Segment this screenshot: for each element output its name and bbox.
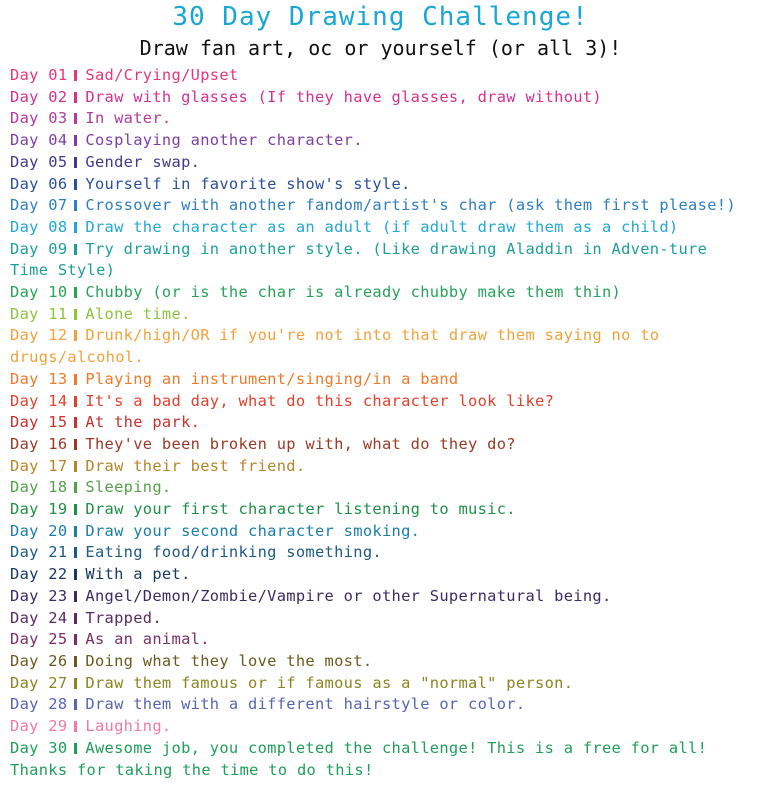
separator-bar-icon (74, 396, 77, 407)
separator-bar-icon (74, 526, 77, 537)
separator-bar-icon (74, 504, 77, 515)
separator-bar-icon (74, 92, 77, 103)
day-item (10, 608, 751, 630)
separator-bar-icon (74, 222, 77, 233)
day-prompt: As an animal. (85, 630, 210, 649)
day-item (10, 477, 751, 499)
day-item (10, 65, 751, 87)
day-prompt: Cosplaying another character. (85, 131, 363, 150)
day-label: Day 11 (10, 304, 68, 323)
day-prompt: Awesome job, you completed the challenge! This is a free for all! Thanks for taking the time to do this! (10, 738, 717, 779)
day-label: Day 26 (10, 651, 68, 670)
day-item (10, 456, 751, 478)
day-prompt: Trapped. (85, 608, 162, 627)
day-list (10, 65, 751, 781)
day-prompt: Angel/Demon/Zombie/Vampire or other Supernatural being. (85, 586, 612, 605)
day-prompt: Draw your first character listening to music. (85, 500, 516, 519)
day-prompt: Drunk/high/OR if you're not into that draw them saying no to drugs/alcohol. (10, 326, 669, 367)
day-item (10, 586, 751, 608)
day-label: Day 24 (10, 608, 68, 627)
separator-bar-icon (74, 330, 77, 341)
day-item (10, 412, 751, 434)
day-item (10, 738, 751, 781)
separator-bar-icon (74, 461, 77, 472)
day-item (10, 673, 751, 695)
day-item (10, 564, 751, 586)
day-label: Day 30 (10, 738, 68, 757)
separator-bar-icon (74, 135, 77, 146)
separator-bar-icon (74, 244, 77, 255)
day-item (10, 174, 751, 196)
day-label: Day 02 (10, 87, 68, 106)
day-label: Day 20 (10, 521, 68, 540)
day-item (10, 304, 751, 326)
day-prompt: Crossover with another fandom/artist's char (ask them first please!) (85, 196, 736, 215)
day-item (10, 716, 751, 738)
day-prompt: Draw your second character smoking. (85, 521, 421, 540)
separator-bar-icon (74, 634, 77, 645)
day-label: Day 17 (10, 456, 68, 475)
separator-bar-icon (74, 699, 77, 710)
separator-bar-icon (74, 179, 77, 190)
day-label: Day 09 (10, 239, 68, 258)
separator-bar-icon (74, 113, 77, 124)
day-label: Day 27 (10, 673, 68, 692)
day-item (10, 195, 751, 217)
day-label: Day 29 (10, 717, 68, 736)
separator-bar-icon (74, 287, 77, 298)
separator-bar-icon (74, 743, 77, 754)
day-prompt: In water. (85, 109, 172, 128)
day-item (10, 542, 751, 564)
day-label: Day 01 (10, 66, 68, 84)
page-title: 30 Day Drawing Challenge! (172, 2, 589, 32)
day-prompt: Alone time. (85, 304, 191, 323)
day-item (10, 694, 751, 716)
day-prompt: Yourself in favorite show's style. (85, 174, 411, 193)
separator-bar-icon (74, 482, 77, 493)
day-item (10, 108, 751, 130)
separator-bar-icon (74, 200, 77, 211)
day-label: Day 23 (10, 586, 68, 605)
separator-bar-icon (74, 374, 77, 385)
day-label: Day 13 (10, 369, 68, 388)
separator-bar-icon (74, 591, 77, 602)
day-prompt: Chubby (or is the char is already chubby make them thin) (85, 283, 622, 302)
day-label: Day 10 (10, 283, 68, 302)
separator-bar-icon (74, 678, 77, 689)
day-label: Day 12 (10, 326, 68, 345)
day-prompt: Sleeping. (85, 478, 172, 497)
day-prompt: Draw them famous or if famous as a "normal" person. (85, 673, 574, 692)
day-label: Day 21 (10, 543, 68, 562)
separator-bar-icon (74, 70, 77, 81)
day-label: Day 15 (10, 413, 68, 432)
separator-bar-icon (74, 721, 77, 732)
day-label: Day 19 (10, 500, 68, 519)
day-prompt: It's a bad day, what do this character look like? (85, 391, 555, 410)
day-item (10, 434, 751, 456)
separator-bar-icon (74, 157, 77, 168)
day-label: Day 06 (10, 174, 68, 193)
day-label: Day 08 (10, 217, 68, 236)
separator-bar-icon (74, 309, 77, 320)
day-prompt: Eating food/drinking something. (85, 543, 382, 562)
day-prompt: Sad/Crying/Upset (85, 66, 239, 84)
separator-bar-icon (74, 569, 77, 580)
day-label: Day 28 (10, 695, 68, 714)
day-item (10, 499, 751, 521)
day-label: Day 07 (10, 196, 68, 215)
separator-bar-icon (74, 439, 77, 450)
day-item (10, 629, 751, 651)
day-item (10, 282, 751, 304)
day-item (10, 325, 751, 368)
separator-bar-icon (74, 417, 77, 428)
day-item (10, 87, 751, 109)
day-prompt: Doing what they love the most. (85, 651, 373, 670)
day-item (10, 369, 751, 391)
day-label: Day 03 (10, 109, 68, 128)
day-label: Day 16 (10, 434, 68, 453)
day-prompt: Laughing. (85, 717, 172, 736)
separator-bar-icon (74, 656, 77, 667)
day-prompt: Draw them with a different hairstyle or color. (85, 695, 526, 714)
day-item (10, 217, 751, 239)
separator-bar-icon (74, 613, 77, 624)
day-prompt: Draw their best friend. (85, 456, 306, 475)
day-label: Day 18 (10, 478, 68, 497)
day-label: Day 25 (10, 630, 68, 649)
day-prompt: They've been broken up with, what do they do? (85, 434, 516, 453)
page-subtitle: Draw fan art, oc or yourself (or all 3)! (139, 36, 622, 60)
day-label: Day 14 (10, 391, 68, 410)
separator-bar-icon (74, 547, 77, 558)
day-item (10, 521, 751, 543)
day-prompt: Draw the character as an adult (if adult draw them as a child) (85, 217, 679, 236)
day-prompt: Try drawing in another style. (Like drawing Aladdin in Adven-ture Time Style) (10, 239, 717, 280)
day-item (10, 391, 751, 413)
day-label: Day 04 (10, 131, 68, 150)
day-item (10, 239, 751, 282)
day-prompt: At the park. (85, 413, 201, 432)
day-label: Day 05 (10, 152, 68, 171)
day-prompt: Draw with glasses (If they have glasses, draw without) (85, 87, 602, 106)
day-label: Day 22 (10, 565, 68, 584)
day-item (10, 130, 751, 152)
day-prompt: Playing an instrument/singing/in a band (85, 369, 459, 388)
day-prompt: Gender swap. (85, 152, 201, 171)
day-prompt: With a pet. (85, 565, 191, 584)
day-item (10, 152, 751, 174)
day-item (10, 651, 751, 673)
